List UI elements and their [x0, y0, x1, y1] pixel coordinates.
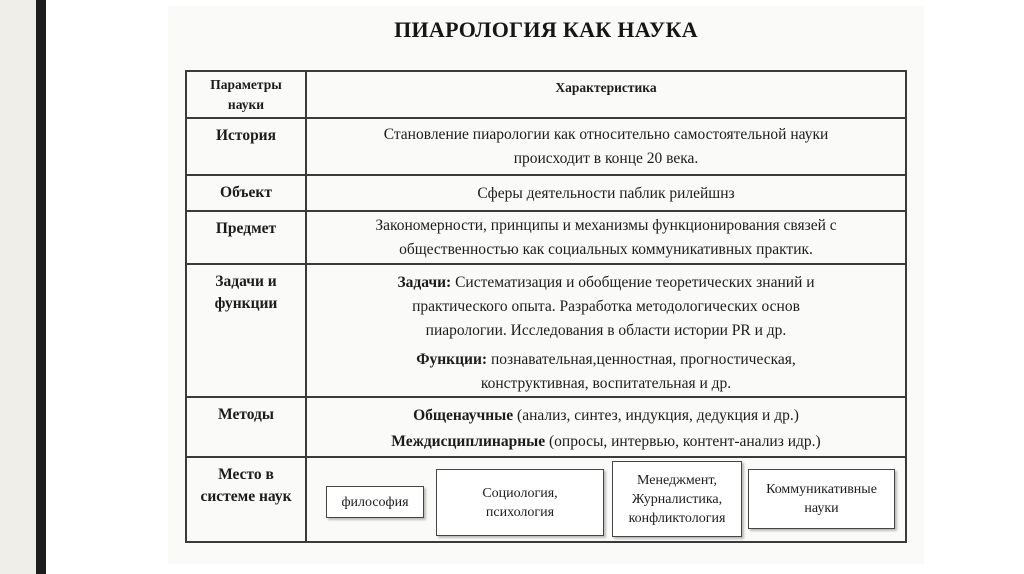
subject-label-cell: [186, 211, 306, 264]
tasks-label-line2: функции: [214, 295, 278, 312]
history-text-line1: Становление пиарологии как относительно самостоятельной науки: [383, 126, 829, 143]
methods-inter-text: (опросы, интервью, контент-анализ идр.): [548, 433, 821, 450]
box-management-line2: Журналистика,: [631, 491, 723, 507]
box-communication-line2: науки: [804, 501, 839, 516]
object-label: Объект: [220, 184, 272, 201]
box-philosophy-text: философия: [341, 494, 409, 510]
place-label-cell: [186, 457, 306, 542]
table-row-object: [186, 175, 906, 211]
table-row-place: [186, 457, 906, 542]
box-management-line1: Менеджмент,: [637, 472, 717, 488]
header-parameters-line1: Параметры: [210, 77, 282, 92]
tasks-text-line3: пиарологии. Исследования в области истории PR и др.: [425, 322, 787, 339]
place-label-line1: Место в: [218, 466, 274, 483]
header-parameters-cell: [186, 71, 306, 118]
methods-label: Методы: [218, 406, 274, 423]
left-frame-strip: [0, 0, 36, 574]
object-label-cell: [186, 175, 306, 211]
methods-general-bold: Общенаучные: [413, 407, 514, 424]
box-sociology-line1: Социология,: [482, 485, 558, 501]
methods-label-cell: [186, 397, 306, 457]
header-characteristic-cell: [306, 71, 906, 118]
box-communication-sciences: [748, 469, 895, 529]
subject-description: [306, 211, 906, 264]
place-boxes-cell: [306, 457, 906, 542]
header-characteristic: Характеристика: [555, 80, 657, 95]
tasks-description: [306, 264, 906, 397]
object-text: Сферы деятельности паблик рилейшнз: [477, 185, 735, 202]
object-description: [306, 175, 906, 211]
functions-text-line1: познавательная,ценностная, прогностическая,: [490, 351, 796, 368]
subject-text-line1: Закономерности, принципы и механизмы функционирования связей с: [375, 217, 837, 234]
header-parameters-line2: науки: [227, 97, 265, 112]
tasks-label-line1: Задачи и: [215, 273, 277, 290]
box-management-line3: конфликтология: [628, 510, 726, 526]
tasks-text-line2: практического опыта. Разработка методологических основ: [412, 298, 800, 315]
science-table: [185, 70, 907, 543]
tasks-bold-label: Задачи:: [397, 274, 452, 291]
slide-edge-bar: [36, 0, 46, 574]
box-philosophy: [326, 486, 424, 518]
place-label-line2: системе наук: [200, 488, 292, 505]
history-label-cell: [186, 118, 306, 175]
table-row-subject: [186, 211, 906, 264]
table-row-methods: [186, 397, 906, 457]
box-sociology-line2: психология: [485, 504, 555, 520]
table-header-row: [186, 71, 906, 118]
functions-text-line2: конструктивная, воспитательная и др.: [480, 375, 732, 392]
history-description: [306, 118, 906, 175]
methods-general-text: (анализ, синтез, индукция, дедукция и др.): [517, 407, 799, 424]
history-text-line2: происходит в конце 20 века.: [513, 150, 699, 167]
tasks-text-line1: Систематизация и обобщение теоретических знаний и: [455, 274, 815, 291]
subject-text-line2: общественностью как социальных коммуникативных практик.: [399, 241, 813, 258]
tasks-label-cell: [186, 264, 306, 397]
box-management-journalism: [612, 461, 742, 537]
methods-description: [306, 397, 906, 457]
history-label: История: [215, 127, 277, 144]
table-row-tasks: [186, 264, 906, 397]
table-row-history: [186, 118, 906, 175]
page-title: ПИАРОЛОГИЯ КАК НАУКА: [394, 17, 698, 42]
methods-inter-bold: Междисциплинарные: [391, 433, 546, 450]
box-communication-line1: Коммуникативные: [766, 482, 877, 497]
slide: [168, 6, 924, 564]
subject-label: Предмет: [215, 220, 277, 237]
box-sociology-psychology: [436, 469, 604, 536]
functions-bold-label: Функции:: [416, 351, 488, 368]
